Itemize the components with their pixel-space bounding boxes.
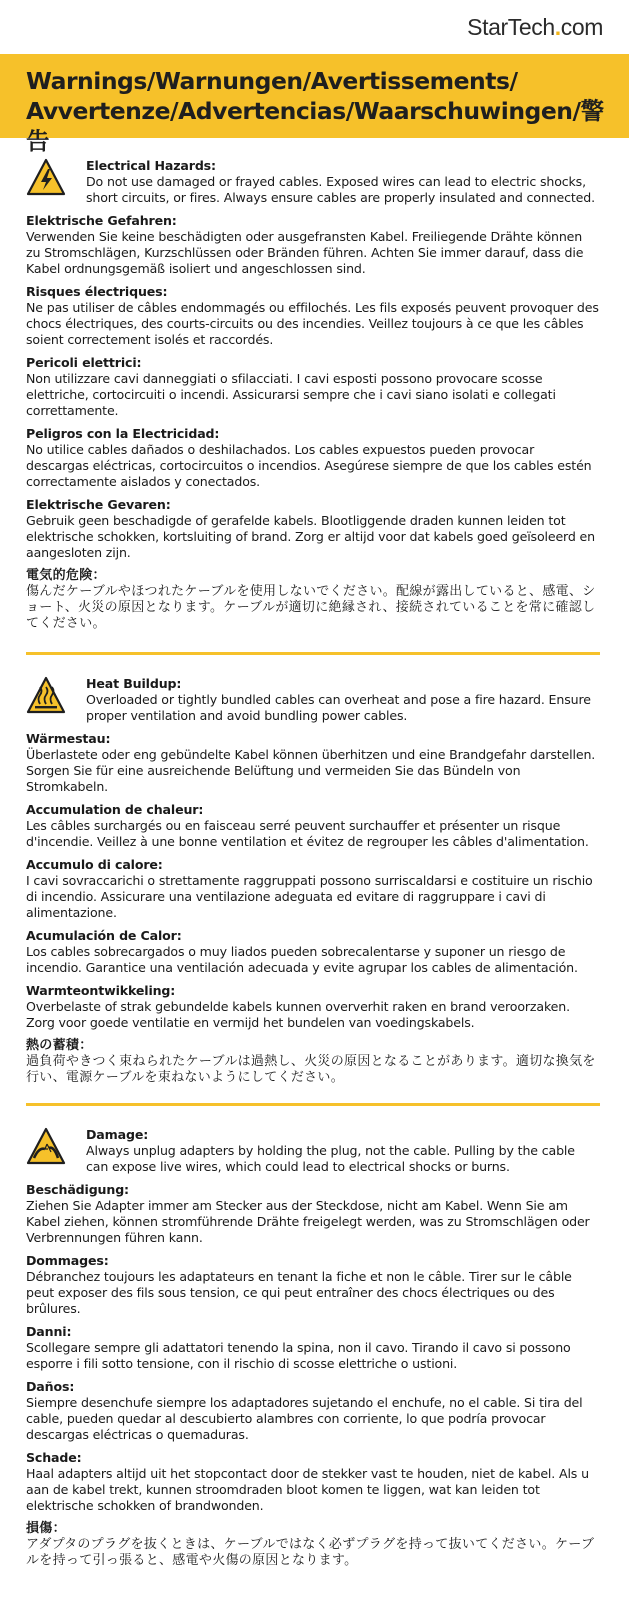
warning-text: Siempre desenchufe siempre los adaptadores sujetando el enchufe, no el cable. Si tira del cable, pueden quedar al descubierto alambres con corriente, lo que podría provocar descargas eléctricas o quemaduras.: [26, 1395, 583, 1442]
warning-text: アダプタのプラグを抜くときは、ケーブルではなく必ずプラグを持って抜いてください。ケーブルを持って引っ張ると、感電や火傷の原因となります。: [26, 1537, 595, 1568]
warning-block-es: [26, 426, 600, 490]
warning-text: 傷んだケーブルやほつれたケーブルを使用しないでください。配線が露出していると、感電、ショート、火災の原因となります。ケーブルが適切に絶縁され、接続されていることを常に確認してください。: [26, 584, 596, 631]
warning-heading: Risques électriques:: [26, 284, 168, 299]
section-electrical-hazards: [26, 158, 600, 632]
warning-heading: Elektrische Gefahren:: [26, 213, 177, 228]
warning-heading: Electrical Hazards:: [86, 158, 216, 173]
warning-block-it: [26, 857, 600, 921]
warning-block-de: [26, 731, 600, 795]
cable-damage-icon: [26, 1127, 66, 1167]
warning-block-es: [26, 928, 600, 976]
warning-text: Débranchez toujours les adaptateurs en tenant la fiche et non le câble. Tirer sur le câble peut exposer des fils sous tension, ce qui peut entraîner des chocs électriques ou des brûlures.: [26, 1269, 572, 1316]
warning-text: Always unplug adapters by holding the plug, not the cable. Pulling by the cable can expose live wires, which could lead to electrical shocks or burns.: [86, 1143, 575, 1174]
warning-block-fr: [26, 284, 600, 348]
section-divider: [26, 1103, 600, 1106]
page-title-line-1: Warnings/Warnungen/Avertissements/: [26, 67, 518, 95]
warning-text: Los cables sobrecargados o muy liados pueden sobrecalentarse y suponer un riesgo de incendio. Garantice una ventilación adecuada y evite agrupar los cables de alimentación.: [26, 944, 578, 975]
heat-buildup-icon: [26, 676, 66, 716]
warning-text: Haal adapters altijd uit het stopcontact door de stekker vast te houden, niet de kabel. Als u aan de kabel trekt, kunnen stroomdraden bloot komen te liggen, wat kan leiden tot elektrische schokken of brandwonden.: [26, 1466, 589, 1513]
electrical-hazard-icon: [26, 158, 66, 198]
warning-text: Les câbles surchargés ou en faisceau serré peuvent surchauffer et présenter un risque d'incendie. Veillez à une bonne ventilation et évitez de regrouper les câbles d'alimentation.: [26, 818, 589, 849]
warning-text: Überlastete oder eng gebündelte Kabel können überhitzen und eine Brandgefahr darstellen. Sorgen Sie für eine ausreichende Belüftung und vermeiden Sie das Bündeln von Stromkabeln.: [26, 747, 596, 794]
warning-text: Gebruik geen beschadigde of gerafelde kabels. Blootliggende draden kunnen leiden tot elektrische schokken, kortsluiting of brand. Zorg er altijd voor dat kabels goed geïsoleerd en aangesloten zijn.: [26, 513, 595, 560]
warning-block-es: [26, 1379, 600, 1443]
logo-text-startech: StarTech: [467, 14, 555, 40]
warning-text: Overloaded or tightly bundled cables can overheat and pose a fire hazard. Ensure proper ventilation and avoid bundling power cables.: [86, 692, 591, 723]
warning-text: Ziehen Sie Adapter immer am Stecker aus der Steckdose, nicht am Kabel. Wenn Sie am Kabel ziehen, können stromführende Drähte freigelegt werden, was zu Stromschlägen oder Verbrennungen führen kann.: [26, 1198, 590, 1245]
warning-heading: Peligros con la Electricidad:: [26, 426, 220, 441]
logo-dot: .: [554, 14, 561, 40]
warning-heading: 熱の蓄積：: [26, 1038, 93, 1053]
warning-heading: Dommages:: [26, 1253, 109, 1268]
warning-block-ja: [26, 568, 600, 632]
page-title: [26, 66, 616, 156]
warning-block-en: [86, 676, 600, 724]
warning-heading: Accumulo di calore:: [26, 857, 163, 872]
warning-text: I cavi sovraccarichi o strettamente raggruppati possono surriscaldarsi e costituire un rischio di incendio. Assicurare una ventilazione adeguata ed evitare di raggruppare i cavi di alimentazione.: [26, 873, 593, 920]
warning-heading: 損傷：: [26, 1521, 66, 1536]
warning-block-en: [86, 158, 600, 206]
warning-heading: Accumulation de chaleur:: [26, 802, 204, 817]
warning-block-de: [26, 213, 600, 277]
warning-heading: Pericoli elettrici:: [26, 355, 142, 370]
warning-heading: Warmteontwikkeling:: [26, 983, 176, 998]
section-damage: [26, 1127, 600, 1569]
warning-text: 過負荷やきつく束ねられたケーブルは過熱し、火災の原因となることがあります。適切な換気を行い、電源ケーブルを束ねないようにしてください。: [26, 1054, 596, 1085]
warning-text: Scollegare sempre gli adattatori tenendo la spina, non il cavo. Tirando il cavo si possono esporre i fili sotto tensione, con il rischio di scosse elettriche o ustioni.: [26, 1340, 571, 1371]
warning-block-ja: [26, 1521, 600, 1569]
warning-heading: Elektrische Gevaren:: [26, 497, 171, 512]
warning-heading: Daños:: [26, 1379, 75, 1394]
warning-block-it: [26, 1324, 600, 1372]
warning-text: Non utilizzare cavi danneggiati o sfilacciati. I cavi esposti possono provocare scosse elettriche, cortocircuiti o incendi. Assicurarsi sempre che i cavi siano isolati e collegati correttamente.: [26, 371, 556, 418]
section-heat-buildup: [26, 676, 600, 1086]
warning-block-nl: [26, 983, 600, 1031]
title-banner: [0, 54, 629, 155]
warning-text: Ne pas utiliser de câbles endommagés ou effilochés. Les fils exposés peuvent provoquer des chocs électriques, des courts-circuits ou des incendies. Veillez toujours à ce que les câbles soient correctement isolés et raccordés.: [26, 300, 599, 347]
warning-block-nl: [26, 1450, 600, 1514]
warning-text: No utilice cables dañados o deshilachados. Los cables expuestos pueden provocar descargas eléctricas, cortocircuitos o incendios. Asegúrese siempre de que los cables estén correctamente aislados y conectados.: [26, 442, 592, 489]
warning-block-de: [26, 1182, 600, 1246]
warning-heading: Damage:: [86, 1127, 149, 1142]
warning-text: Overbelaste of strak gebundelde kabels kunnen oververhit raken en brand veroorzaken. Zorg voor goede ventilatie en vermijd het bundelen van voedingskabels.: [26, 999, 570, 1030]
warning-block-fr: [26, 802, 600, 850]
warning-heading: Schade:: [26, 1450, 82, 1465]
warning-text: Verwenden Sie keine beschädigten oder ausgefransten Kabel. Freiliegende Drähte können zu Stromschlägen, Kurzschlüssen oder Bränden führen. Achten Sie immer darauf, dass die Kabel ordnungsgemäß isoliert und angeschlossen sind.: [26, 229, 584, 276]
section-divider: [26, 652, 600, 655]
logo-text-com: com: [560, 14, 603, 40]
warning-heading: Danni:: [26, 1324, 72, 1339]
warning-block-ja: [26, 1038, 600, 1086]
warning-text: Do not use damaged or frayed cables. Exposed wires can lead to electric shocks, short circuits, or fires. Always ensure cables are properly insulated and connected.: [86, 174, 595, 205]
warning-heading: Heat Buildup:: [86, 676, 182, 691]
warning-heading: Wärmestau:: [26, 731, 111, 746]
warning-block-en: [86, 1127, 600, 1175]
warning-heading: Beschädigung:: [26, 1182, 129, 1197]
startech-logo: [467, 14, 603, 42]
warning-block-nl: [26, 497, 600, 561]
warning-heading: Acumulación de Calor:: [26, 928, 182, 943]
page-title-line-2: Avvertenze/Advertencias/Waarschuwingen/警告: [26, 97, 604, 155]
warning-block-it: [26, 355, 600, 419]
warning-block-fr: [26, 1253, 600, 1317]
warning-heading: 電気的危険：: [26, 568, 106, 583]
